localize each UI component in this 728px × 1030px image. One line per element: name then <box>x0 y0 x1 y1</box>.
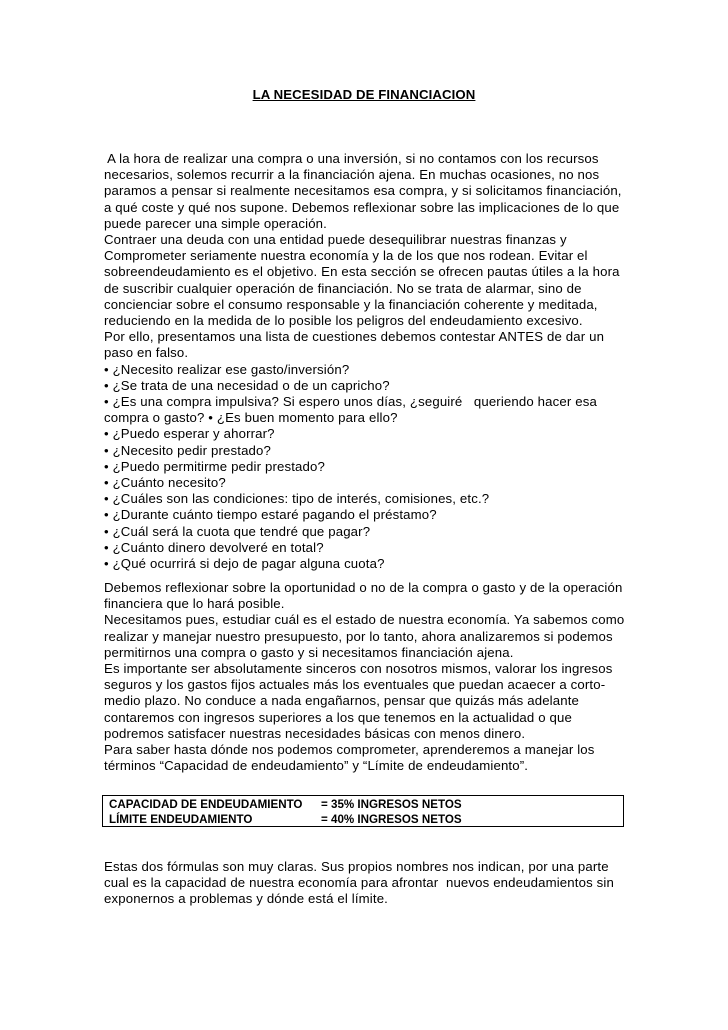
document-title: LA NECESIDAD DE FINANCIACION <box>252 87 476 102</box>
text-line: • ¿Puedo permitirme pedir prestado? <box>104 458 325 474</box>
text-line: permitirnos una compra o gasto y si necesitamos financiación ajena. <box>104 644 514 660</box>
formula-value: = 35% INGRESOS NETOS <box>321 798 462 811</box>
text-line: reduciendo en la medida de lo posible los peligros del endeudamiento excesivo. <box>104 313 583 329</box>
text-line: puede parecer una simple operación. <box>104 215 327 231</box>
text-line: • ¿Es una compra impulsiva? Si espero unos días, ¿seguiré queriendo hacer esa <box>104 394 597 410</box>
text-line: podremos satisfacer nuestras necesidades básicas con menos dinero. <box>104 725 526 741</box>
text-line: Contraer una deuda con una entidad puede desequilibrar nuestras finanzas y <box>104 232 567 248</box>
text-line: necesarios, solemos recurrir a la financiación ajena. En muchas ocasiones, no nos <box>104 167 600 183</box>
text-line: cual es la capacidad de nuestra economía para afrontar nuevos endeudamientos sin <box>104 875 614 891</box>
text-line: Para saber hasta dónde nos podemos comprometer, aprenderemos a manejar los <box>104 742 595 758</box>
text-line: Necesitamos pues, estudiar cuál es el estado de nuestra economía. Ya sabemos como <box>104 612 625 628</box>
text-line: de suscribir cualquier operación de financiación. No se trata de alarmar, sino de <box>104 280 582 296</box>
formula-label: LÍMITE ENDEUDAMIENTO <box>109 813 253 826</box>
section-reflection <box>104 580 644 774</box>
text-line: • ¿Qué ocurrirá si dejo de pagar alguna cuota? <box>104 556 385 572</box>
text-line: A la hora de realizar una compra o una inversión, si no contamos con los recursos <box>104 151 599 166</box>
text-line: • ¿Necesito pedir prestado? <box>104 442 272 458</box>
text-line: financiera que lo hará posible. <box>104 596 285 612</box>
text-line: Debemos reflexionar sobre la oportunidad o no de la compra o gasto y de la operación <box>104 580 623 595</box>
section-intro <box>104 151 644 572</box>
text-line: seguros y los gastos fijos actuales más los eventuales que puedan acaecer a corto- <box>104 677 606 693</box>
text-line: concienciar sobre el consumo responsable y la financiación coherente y meditada, <box>104 296 598 312</box>
formula-row-capacidad <box>103 796 623 811</box>
formula-value: = 40% INGRESOS NETOS <box>321 813 462 826</box>
text-line: Por ello, presentamos una lista de cuestiones debemos contestar ANTES de dar un <box>104 329 605 345</box>
text-line: Es importante ser absolutamente sinceros con nosotros mismos, valorar los ingresos <box>104 661 613 677</box>
text-line: compra o gasto? • ¿Es buen momento para ello? <box>104 410 398 426</box>
text-line: • ¿Cuáles son las condiciones: tipo de interés, comisiones, etc.? <box>104 491 490 507</box>
text-line: sobreendeudamiento es el objetivo. En esta sección se ofrecen pautas útiles a la hora <box>104 264 620 280</box>
text-line: realizar y manejar nuestro presupuesto, por lo tanto, ahora analizaremos si podemos <box>104 628 613 644</box>
text-line: • ¿Necesito realizar ese gasto/inversión? <box>104 361 350 377</box>
text-line: • ¿Cuál será la cuota que tendré que pagar? <box>104 523 371 539</box>
text-line: • ¿Se trata de una necesidad o de un capricho? <box>104 377 390 393</box>
text-line: paso en falso. <box>104 345 189 361</box>
text-line: a qué coste y qué nos supone. Debemos reflexionar sobre las implicaciones de lo que <box>104 199 620 215</box>
formula-row-limite <box>103 811 623 826</box>
text-line: exponernos a problemas y dónde está el límite. <box>104 891 388 907</box>
text-line: • ¿Puedo esperar y ahorrar? <box>104 426 275 442</box>
formula-label: CAPACIDAD DE ENDEUDAMIENTO <box>109 798 303 811</box>
text-line: • ¿Cuánto necesito? <box>104 475 226 491</box>
section-conclusion <box>104 859 644 908</box>
text-line: medio plazo. No conduce a nada engañarnos, pensar que quizás más adelante <box>104 693 580 709</box>
text-line: paramos a pensar si realmente necesitamos esa compra, y si solicitamos financiación, <box>104 183 622 199</box>
text-line: términos “Capacidad de endeudamiento” y “Límite de endeudamiento”. <box>104 758 529 774</box>
text-line: • ¿Durante cuánto tiempo estaré pagando el préstamo? <box>104 507 437 523</box>
text-line: Comprometer seriamente nuestra economía y la de los que nos rodean. Evitar el <box>104 248 588 264</box>
text-line: • ¿Cuánto dinero devolveré en total? <box>104 539 324 555</box>
formula-table <box>102 795 624 827</box>
text-line: contaremos con ingresos superiores a los que tenemos en la actualidad o que <box>104 709 572 725</box>
text-line: Estas dos fórmulas son muy claras. Sus propios nombres nos indican, por una parte <box>104 859 609 874</box>
